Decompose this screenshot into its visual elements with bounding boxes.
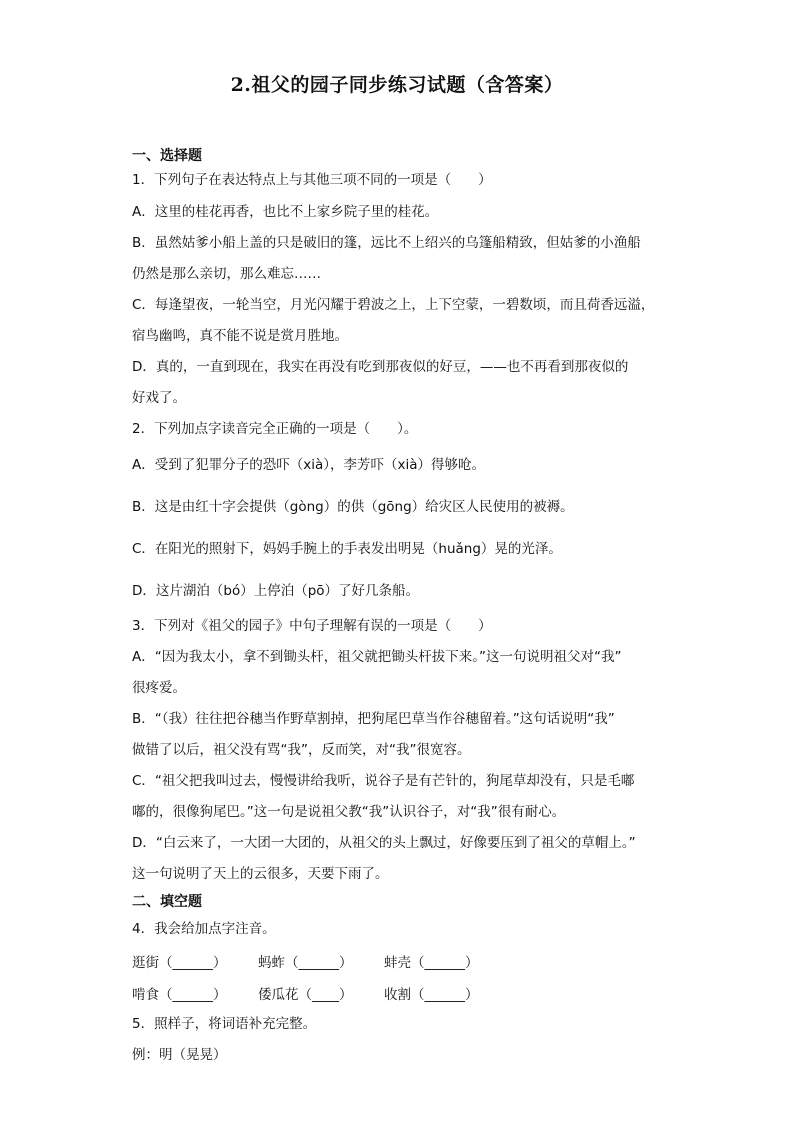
q4-stem: 4．我会给加点字注音。 bbox=[132, 921, 276, 937]
page-title: 2.祖父的园子同步练习试题（含答案） bbox=[230, 74, 564, 96]
q3-option-d-line1: D．“白云来了，一大团一大团的，从祖父的头上飘过，好像要压到了祖父的草帽上。” bbox=[132, 835, 636, 851]
q3-option-b-line1: B．“（我）往往把谷穗当作野草割掉，把狗尾巴草当作谷穗留着。”这句话说明“我” bbox=[132, 711, 615, 727]
q4-blank-6[interactable]: 收割（______） bbox=[384, 987, 479, 1003]
q1-option-a: A．这里的桂花再香，也比不上家乡院子里的桂花。 bbox=[132, 204, 439, 220]
q1-option-d-line1: D．真的，一直到现在，我实在再没有吃到那夜似的好豆，——也不再看到那夜似的 bbox=[132, 359, 629, 375]
q2-option-b: B．这是由红十字会提供（gòng）的供（gōng）给灾区人民使用的被褥。 bbox=[132, 499, 574, 515]
q3-stem: 3．下列对《祖父的园子》中句子理解有误的一项是（ ） bbox=[132, 618, 492, 634]
section-choice-heading: 一、选择题 bbox=[132, 148, 202, 164]
q1-option-c-line1: C．每逢望夜，一轮当空，月光闪耀于碧波之上，上下空蒙，一碧数顷，而且荷香远溢， bbox=[132, 297, 655, 313]
q3-option-c-line2: 嘟的，很像狗尾巴。”这一句是说祖父教“我”认识谷子，对“我”很有耐心。 bbox=[132, 804, 566, 820]
q3-option-a-line1: A．“因为我太小，拿不到锄头杆，祖父就把锄头杆拔下来。”这一句说明祖父对“我” bbox=[132, 649, 622, 665]
q3-option-a-line2: 很疼爱。 bbox=[132, 680, 186, 696]
q3-option-d-line2: 这一句说明了天上的云很多，天要下雨了。 bbox=[132, 866, 389, 882]
q2-option-a: A．受到了犯罪分子的恐吓（xià），李芳吓（xià）得够呛。 bbox=[132, 457, 486, 473]
q1-option-d-line2: 好戏了。 bbox=[132, 390, 186, 406]
q2-option-c: C．在阳光的照射下，妈妈手腕上的手表发出明晃（huǎng）晃的光泽。 bbox=[132, 541, 562, 557]
q4-blank-5[interactable]: 倭瓜花（____） bbox=[258, 987, 353, 1003]
q4-blank-4[interactable]: 啃食（______） bbox=[132, 987, 227, 1003]
q5-stem: 5．照样子，将词语补充完整。 bbox=[132, 1016, 317, 1032]
q3-option-b-line2: 做错了以后，祖父没有骂“我”，反而笑，对“我”很宽容。 bbox=[132, 742, 471, 758]
q3-option-c-line1: C．“祖父把我叫过去，慢慢讲给我听，说谷子是有芒针的，狗尾草却没有，只是毛嘟 bbox=[132, 773, 635, 789]
q5-example: 例：明（晃晃） bbox=[132, 1047, 227, 1063]
q1-stem: 1．下列句子在表达特点上与其他三项不同的一项是（ ） bbox=[132, 172, 492, 188]
q4-blank-3[interactable]: 蚌壳（______） bbox=[384, 955, 479, 971]
q1-option-c-line2: 宿鸟幽鸣，真不能不说是赏月胜地。 bbox=[132, 328, 348, 344]
q4-blank-1[interactable]: 逛街（______） bbox=[132, 955, 227, 971]
q2-stem: 2．下列加点字读音完全正确的一项是（ ）。 bbox=[132, 421, 418, 437]
q2-option-d: D．这片湖泊（bó）上停泊（pō）了好几条船。 bbox=[132, 583, 420, 599]
q4-blank-2[interactable]: 蚂蚱（______） bbox=[258, 955, 353, 971]
q1-option-b-line1: B．虽然姑爹小船上盖的只是破旧的篷，远比不上绍兴的乌篷船精致，但姑爹的小渔船 bbox=[132, 235, 641, 251]
section-fill-heading: 二、填空题 bbox=[132, 894, 202, 910]
q1-option-b-line2: 仍然是那么亲切，那么难忘…… bbox=[132, 266, 321, 282]
